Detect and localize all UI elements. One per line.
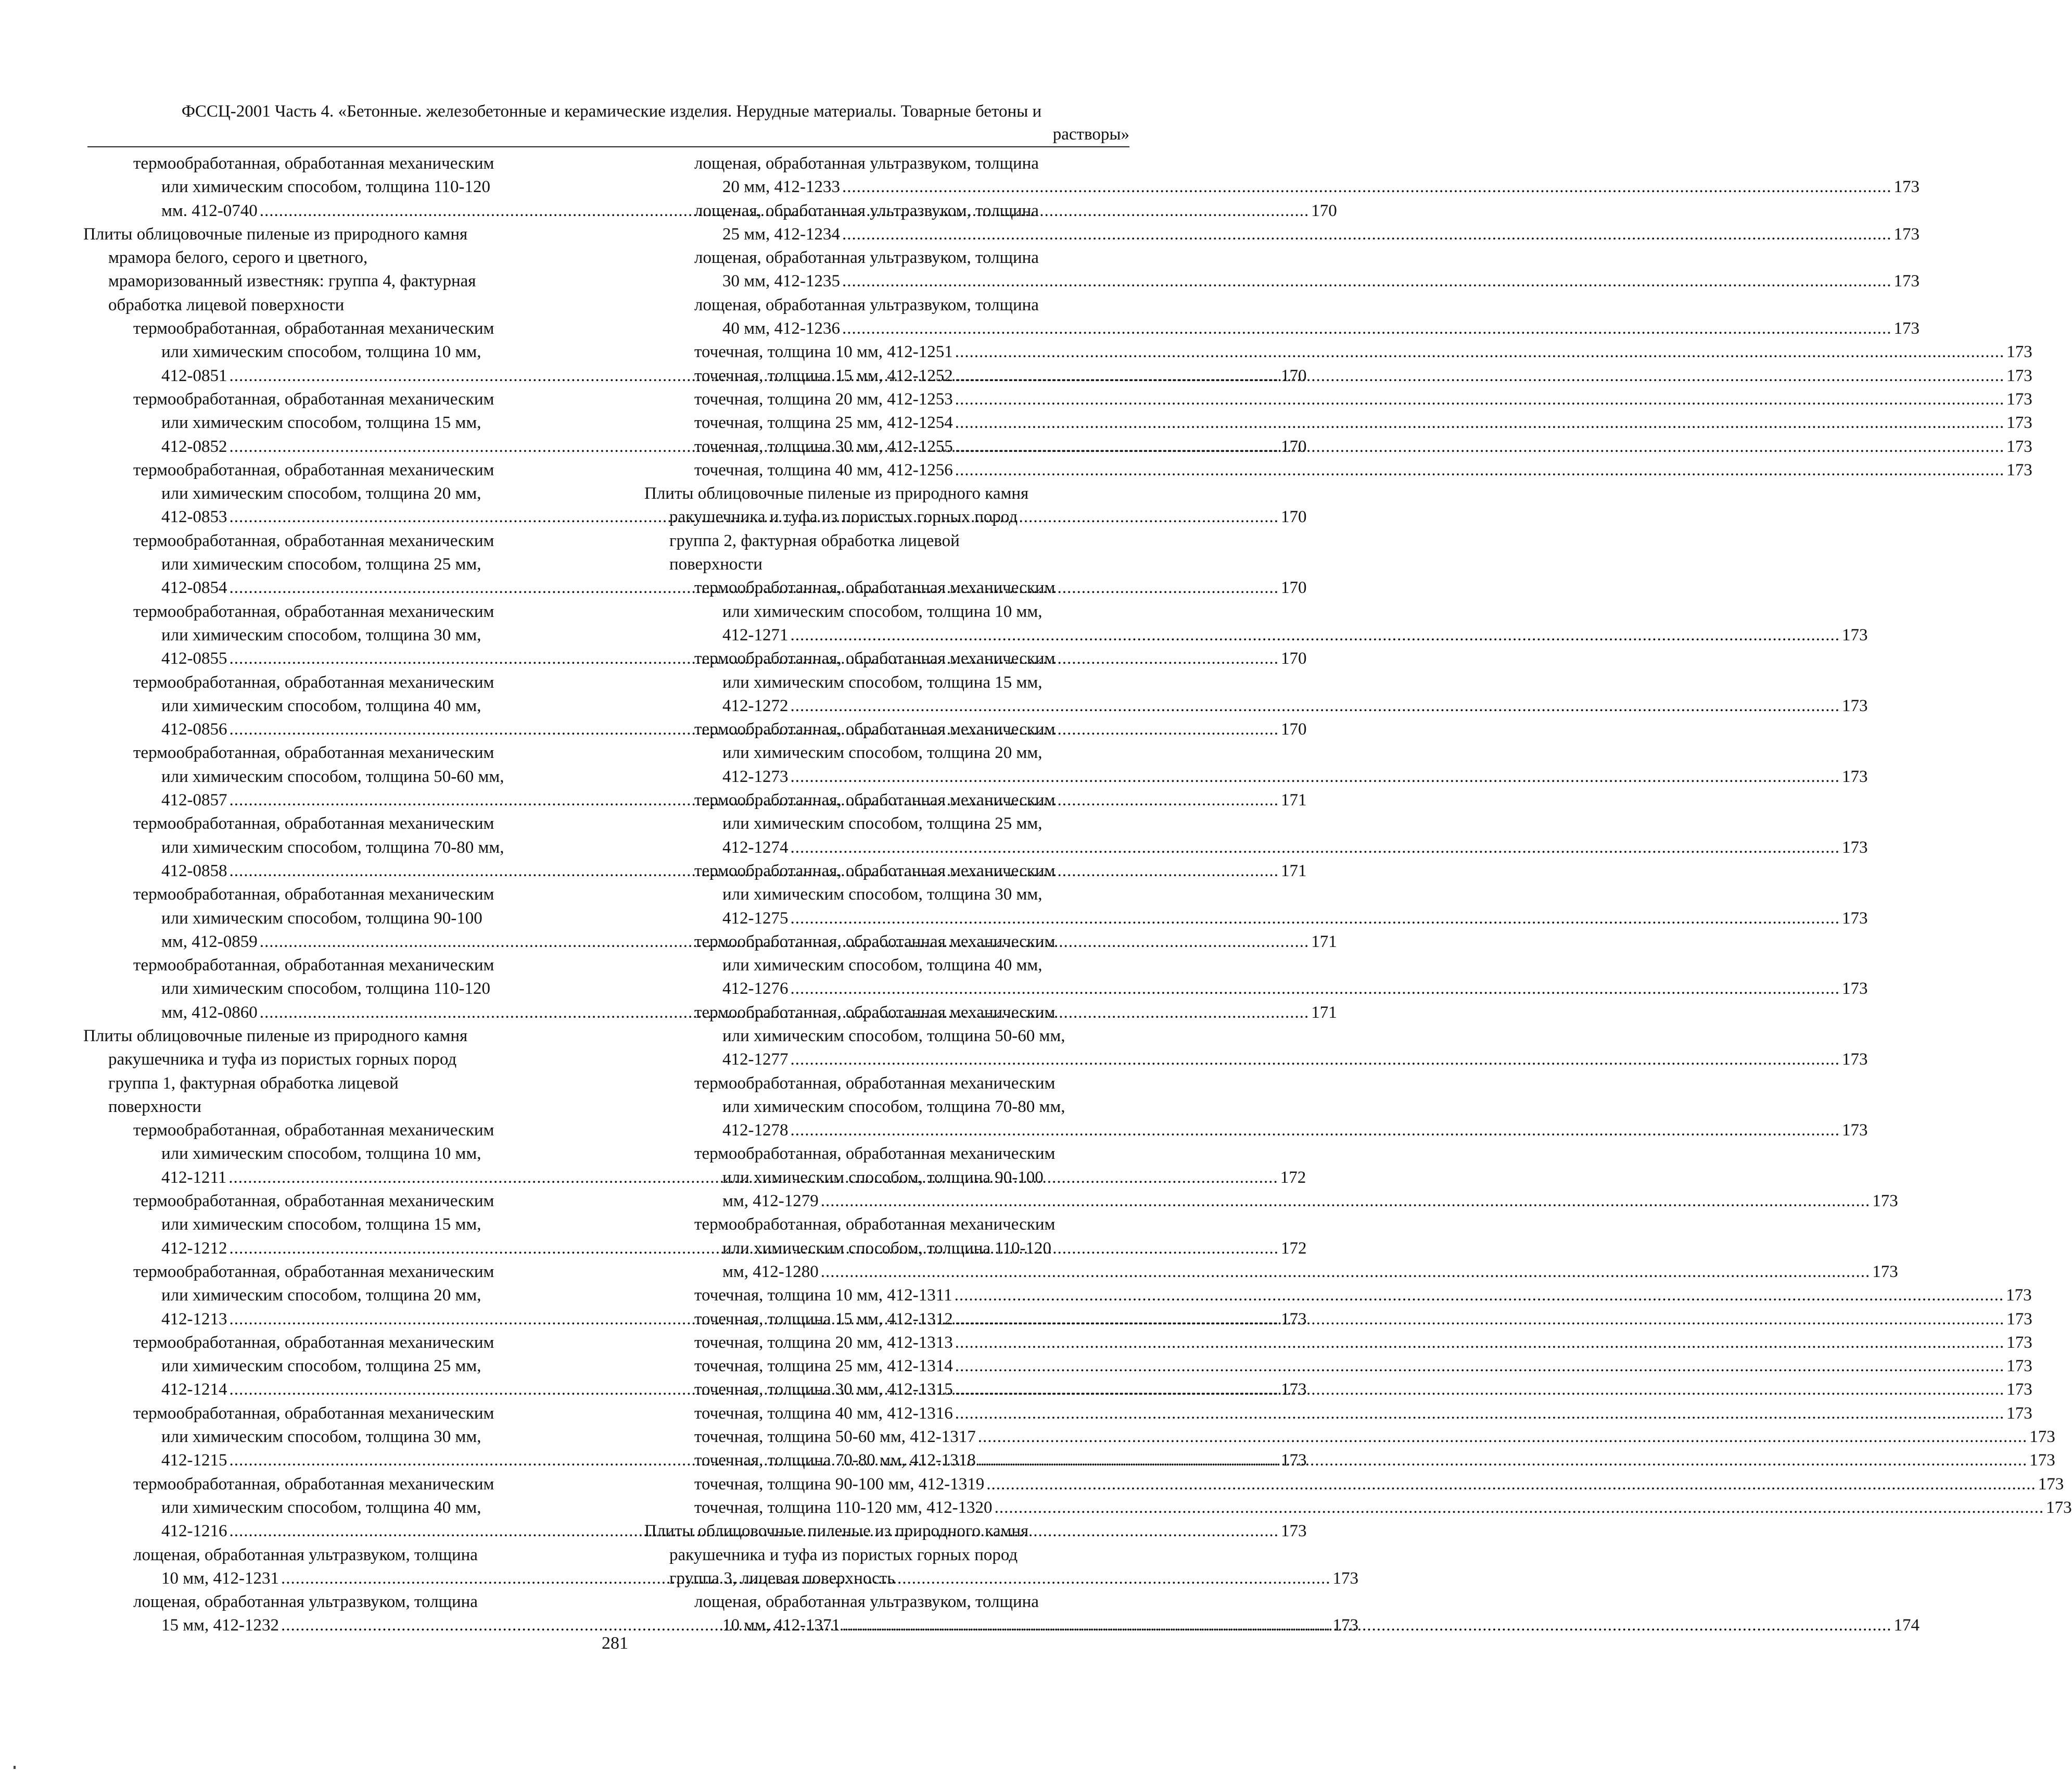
- entry-code: 412-0851: [161, 366, 227, 385]
- index-entry: [644, 1473, 2064, 1496]
- entry-page-ref: 173: [2006, 1380, 2032, 1399]
- entry-code-line: [644, 765, 1868, 789]
- entry-code: 412-1277: [722, 1050, 789, 1069]
- entry-page-ref: 173: [2006, 389, 2032, 409]
- entry-text-line: или химическим способом, толщина 50-60 мм,: [161, 767, 504, 786]
- entry-code: точечная, толщина 25 мм, 412-1254: [694, 413, 953, 433]
- entry-text-line: термообработанная, обработанная механическим: [133, 602, 494, 621]
- dot-leader: [955, 366, 2005, 385]
- index-entry: [644, 340, 2032, 364]
- index-entry: [644, 152, 1920, 199]
- dot-leader: [955, 390, 2005, 409]
- entry-page-ref: 173: [1332, 1569, 1359, 1588]
- entry-text-line: или химическим способом, толщина 40 мм,: [161, 696, 481, 715]
- header-rule: [87, 146, 1129, 147]
- scan-speck: [14, 1766, 16, 1769]
- entry-text-line: термообработанная, обработанная механическим: [694, 791, 1056, 810]
- entry-page-ref: 173: [1842, 625, 1868, 644]
- entry-page-ref: 173: [2006, 437, 2032, 456]
- entry-text-line: ракушечника и туфа из пористых горных пород: [108, 1050, 457, 1069]
- entry-code: 25 мм, 412-1234: [722, 224, 841, 244]
- entry-text-line: или химическим способом, толщина 30 мм,: [161, 625, 481, 644]
- entry-code-line: [644, 1260, 1898, 1284]
- entry-text-line: термообработанная, обработанная механическим: [133, 531, 494, 550]
- entry-page-ref: 173: [2006, 1286, 2032, 1305]
- entry-text-line: группа 1, фактурная обработка лицевой: [108, 1073, 399, 1093]
- entry-page-ref: 173: [1281, 1309, 1307, 1329]
- entry-text-line: группа 3, лицевая поверхность: [669, 1569, 895, 1588]
- entry-page-ref: 173: [2029, 1451, 2055, 1470]
- entry-code: точечная, толщина 20 мм, 412-1253: [694, 389, 953, 409]
- entry-page-ref: 173: [1842, 838, 1868, 857]
- entry-text-line: или химическим способом, толщина 110-120: [722, 1238, 1052, 1258]
- entry-code: точечная, толщина 15 мм, 412-1312: [694, 1309, 953, 1329]
- index-entry: [644, 459, 2032, 482]
- entry-text-line: Плиты облицовочные пиленые из природного камня: [83, 1026, 468, 1045]
- entry-code: 412-1273: [722, 767, 789, 786]
- dot-leader: [955, 1286, 2004, 1305]
- entry-text-line: термообработанная, обработанная механическим: [694, 1144, 1056, 1164]
- entry-code-line: [644, 1425, 2055, 1449]
- entry-text-line: или химическим способом, толщина 10 мм,: [722, 602, 1043, 621]
- entry-text-line: термообработанная, обработанная механическим: [133, 1121, 494, 1140]
- entry-page-ref: 173: [1872, 1192, 1898, 1211]
- entry-code: точечная, толщина 10 мм, 412-1311: [694, 1286, 952, 1305]
- entry-page-ref: 173: [1842, 1050, 1868, 1069]
- index-entry: [644, 1425, 2055, 1449]
- entry-text-line: лощеная, обработанная ультразвуком, толщина: [694, 154, 1039, 173]
- entry-text-line: группа 2, фактурная обработка лицевой: [669, 531, 960, 550]
- index-entry: [644, 1284, 2032, 1307]
- entry-text-line: или химическим способом, толщина 110-120: [161, 178, 491, 197]
- entry-page-ref: 173: [1842, 979, 1868, 998]
- entry-page-ref: 173: [1893, 178, 1920, 197]
- dot-leader: [821, 1262, 1871, 1281]
- entry-text-line: или химическим способом, толщина 15 мм,: [722, 673, 1043, 692]
- entry-page-ref: 173: [1281, 1522, 1307, 1541]
- entry-text-line: термообработанная, обработанная механическим: [133, 460, 494, 479]
- entry-text-line: термообработанная, обработанная механическим: [133, 743, 494, 763]
- entry-text-line: термообработанная, обработанная механическим: [694, 932, 1056, 951]
- index-entry: [644, 1449, 2055, 1472]
- entry-text-line: или химическим способом, толщина 15 мм,: [161, 413, 481, 433]
- index-entry: [644, 1402, 2032, 1425]
- entry-text-line: термообработанная, обработанная механическим: [133, 956, 494, 975]
- entry-page-ref: 173: [2006, 1403, 2032, 1423]
- header-line-1: ФССЦ-2001 Часть 4. «Бетонные. железобетонные и керамические изделия. Нерудные материалы. Товарные бетоны и: [181, 102, 1042, 121]
- entry-text-line: лощеная, обработанная ультразвуком, толщина: [133, 1545, 478, 1564]
- entry-code: 412-0858: [161, 861, 227, 880]
- entry-page-ref: 170: [1281, 366, 1307, 385]
- entry-text-line: ракушечника и туфа из пористых горных пород: [669, 1545, 1018, 1564]
- entry-text-line: лощеная, обработанная ультразвуком, толщина: [694, 248, 1039, 268]
- entry-text-line: термообработанная, обработанная механическим: [133, 673, 494, 692]
- entry-page-ref: 173: [1872, 1262, 1898, 1281]
- entry-code-line: [644, 694, 1868, 718]
- dot-leader: [842, 225, 1892, 244]
- dot-leader: [955, 1404, 2005, 1423]
- entry-page-ref: 173: [2006, 1357, 2032, 1376]
- entry-text-line: или химическим способом, толщина 15 мм,: [161, 1215, 481, 1234]
- entry-text-line: или химическим способом, толщина 25 мм,: [161, 555, 481, 574]
- entry-code: 30 мм, 412-1235: [722, 272, 841, 291]
- entry-code: 40 мм, 412-1236: [722, 319, 841, 338]
- entry-page-ref: 173: [2006, 413, 2032, 433]
- entry-code-line: [644, 175, 1920, 199]
- entry-code: 412-1278: [722, 1121, 789, 1140]
- entry-code-line: [644, 1048, 1868, 1071]
- entry-text-line: или химическим способом, толщина 70-80 мм,: [161, 838, 504, 857]
- entry-code: 412-1213: [161, 1309, 227, 1329]
- entry-text-line: Плиты облицовочные пиленые из природного камня: [83, 224, 468, 244]
- entry-code: 412-1211: [161, 1168, 227, 1187]
- entry-code: точечная, толщина 50-60 мм, 412-1317: [694, 1427, 976, 1447]
- entry-text-line: термообработанная, обработанная механическим: [133, 389, 494, 409]
- index-entry: [644, 246, 1920, 294]
- entry-page-ref: 173: [1893, 319, 1920, 338]
- entry-code-line: [644, 1378, 2032, 1401]
- entry-code: мм, 412-1280: [722, 1262, 819, 1281]
- entry-page-ref: 173: [2006, 343, 2032, 362]
- dot-leader: [986, 1475, 2036, 1494]
- entry-code-line: [644, 317, 1920, 340]
- entry-page-ref: 173: [1332, 1616, 1359, 1635]
- entry-page-ref: 173: [1842, 1121, 1868, 1140]
- entry-text-line: термообработанная, обработанная механическим: [133, 1403, 494, 1423]
- entry-text-line: термообработанная, обработанная механическим: [133, 814, 494, 833]
- index-entry: [644, 1308, 2032, 1331]
- entry-text-line: или химическим способом, толщина 30 мм,: [722, 885, 1043, 904]
- entry-text-line: термообработанная, обработанная механическим: [133, 154, 494, 173]
- entry-code: точечная, толщина 70-80 мм, 412-1318: [694, 1451, 976, 1470]
- entry-text-line: лощеная, обработанная ультразвуком, толщина: [133, 1592, 478, 1612]
- entry-text-line: поверхности: [669, 555, 762, 574]
- entry-code-line: [644, 1190, 1898, 1213]
- entry-text-line: поверхности: [108, 1097, 201, 1116]
- entry-text-line: или химическим способом, толщина 90-100: [722, 1168, 1044, 1187]
- entry-code: 10 мм, 412-1371: [722, 1616, 841, 1635]
- entry-text-line: или химическим способом, толщина 90-100: [161, 908, 482, 928]
- index-entry: [644, 1378, 2032, 1401]
- index-entry: [644, 1072, 1868, 1143]
- dot-leader: [955, 1380, 2005, 1399]
- entry-page-ref: 173: [2006, 366, 2032, 385]
- entry-text-line: или химическим способом, толщина 20 мм,: [161, 484, 481, 503]
- dot-leader: [842, 272, 1892, 290]
- entry-page-ref: 173: [2006, 460, 2032, 479]
- index-group-heading: [83, 223, 573, 317]
- entry-code-line: [644, 1355, 2032, 1378]
- entry-page-ref: 173: [1893, 224, 1920, 244]
- dot-leader: [955, 343, 2005, 361]
- entry-text-line: или химическим способом, толщина 20 мм,: [722, 743, 1043, 763]
- index-entry: [644, 1331, 2032, 1355]
- entry-text-line: ракушечника и туфа из пористых горных пород: [669, 508, 1018, 527]
- entry-page-ref: 170: [1281, 508, 1307, 527]
- entry-code-line: [644, 1119, 1868, 1142]
- index-entry: [644, 1496, 2072, 1520]
- dot-leader: [791, 979, 1840, 998]
- entry-page-ref: 170: [1281, 437, 1307, 456]
- entry-text-line: или химическим способом, толщина 25 мм,: [722, 814, 1043, 833]
- entry-text-line: Плиты облицовочные пиленые из природного камня: [644, 484, 1029, 503]
- entry-code: точечная, толщина 90-100 мм, 412-1319: [694, 1474, 985, 1494]
- entry-code: 412-1271: [722, 625, 789, 644]
- dot-leader: [791, 697, 1840, 715]
- dot-leader: [955, 1310, 2005, 1329]
- entry-code-line: [644, 223, 1920, 246]
- entry-page-ref: 173: [1842, 908, 1868, 928]
- dot-leader: [955, 1357, 2005, 1375]
- entry-code-line: [644, 1308, 2032, 1331]
- entry-text-line: или химическим способом, толщина 40 мм,: [722, 956, 1043, 975]
- entry-code: точечная, толщина 25 мм, 412-1314: [694, 1357, 953, 1376]
- entry-code: 412-0853: [161, 508, 227, 527]
- entry-code: точечная, толщина 30 мм, 412-1255: [694, 437, 953, 456]
- dot-leader: [791, 626, 1840, 644]
- dot-leader: [791, 767, 1840, 786]
- entry-code: точечная, толщина 110-120 мм, 412-1320: [694, 1498, 993, 1517]
- entry-text-line: термообработанная, обработанная механическим: [694, 578, 1056, 598]
- entry-text-line: термообработанная, обработанная механическим: [694, 861, 1056, 880]
- entry-text-line: термообработанная, обработанная механическим: [133, 1192, 494, 1211]
- entry-code-line: [644, 1449, 2055, 1472]
- dot-leader: [842, 1616, 1892, 1635]
- entry-page-ref: 173: [1842, 696, 1868, 715]
- index-entry: [644, 388, 2032, 411]
- entry-code: мм. 412-0740: [161, 201, 258, 220]
- index-group-heading: [644, 1520, 1128, 1590]
- entry-text-line: или химическим способом, толщина 110-120: [161, 979, 491, 998]
- entry-text-line: термообработанная, обработанная механическим: [133, 885, 494, 904]
- entry-page-ref: 173: [2038, 1474, 2064, 1494]
- entry-page-ref: 171: [1281, 861, 1307, 880]
- dot-leader: [995, 1498, 2044, 1517]
- entry-code-line: [644, 411, 2032, 435]
- entry-page-ref: 173: [1281, 1380, 1307, 1399]
- entry-text-line: Плиты облицовочные пиленые из природного камня: [644, 1522, 1029, 1541]
- entry-code: точечная, толщина 40 мм, 412-1316: [694, 1403, 953, 1423]
- entry-code-line: [644, 624, 1868, 647]
- entry-text-line: термообработанная, обработанная механическим: [133, 1262, 494, 1281]
- entry-page-ref: 173: [1281, 1451, 1307, 1470]
- entry-code-line: [644, 1402, 2032, 1425]
- index-group-heading: [644, 482, 1128, 576]
- index-group-heading: [83, 1025, 573, 1119]
- page-header: [94, 100, 1129, 146]
- entry-text-line: термообработанная, обработанная механическим: [694, 1215, 1056, 1234]
- entry-page-ref: 170: [1311, 201, 1337, 220]
- entry-text-line: или химическим способом, толщина 25 мм,: [161, 1357, 481, 1376]
- entry-code-line: [644, 388, 2032, 411]
- dot-leader: [791, 909, 1840, 928]
- entry-text-line: или химическим способом, толщина 30 мм,: [161, 1427, 481, 1447]
- entry-code-line: [644, 340, 2032, 364]
- entry-code: 412-1212: [161, 1238, 227, 1258]
- entry-text-line: термообработанная, обработанная механическим: [694, 1003, 1056, 1022]
- entry-code: 412-1216: [161, 1522, 227, 1541]
- entry-code-line: [644, 836, 1868, 859]
- entry-page-ref: 170: [1281, 578, 1307, 598]
- entry-page-ref: 173: [2006, 1309, 2032, 1329]
- entry-code: 412-1272: [722, 696, 789, 715]
- entry-page-ref: 170: [1281, 720, 1307, 739]
- entry-code-line: [644, 1496, 2072, 1520]
- entry-text-line: лощеная, обработанная ультразвуком, толщина: [694, 1592, 1039, 1612]
- entry-text-line: термообработанная, обработанная механическим: [694, 649, 1056, 668]
- entry-code-line: [644, 1331, 2032, 1355]
- entry-code: точечная, толщина 15 мм, 412-1252: [694, 366, 953, 385]
- entry-page-ref: 173: [2006, 1333, 2032, 1352]
- dot-leader: [955, 461, 2005, 479]
- entry-code: 412-1276: [722, 979, 789, 998]
- entry-page-ref: 173: [2029, 1427, 2055, 1447]
- entry-code: 412-1215: [161, 1451, 227, 1470]
- index-entry: [644, 1355, 2032, 1378]
- dot-leader: [955, 413, 2005, 432]
- entry-page-ref: 171: [1311, 932, 1337, 951]
- entry-page-ref: 170: [1281, 649, 1307, 668]
- entry-text-line: термообработанная, обработанная механическим: [694, 720, 1056, 739]
- entry-code: 412-0855: [161, 649, 227, 668]
- page-number: 281: [602, 1634, 628, 1653]
- entry-code: точечная, толщина 10 мм, 412-1251: [694, 343, 953, 362]
- entry-code: 412-1275: [722, 908, 789, 928]
- header-line-2: растворы»: [1052, 125, 1129, 144]
- entry-code: мм, 412-0860: [161, 1003, 258, 1022]
- entry-text-line: или химическим способом, толщина 20 мм,: [161, 1286, 481, 1305]
- dot-leader: [791, 1121, 1840, 1140]
- entry-text-line: термообработанная, обработанная механическим: [133, 1333, 494, 1352]
- entry-text-line: или химическим способом, толщина 50-60 мм,: [722, 1026, 1065, 1045]
- entry-text-line: термообработанная, обработанная механическим: [694, 1073, 1056, 1093]
- dot-leader: [955, 1333, 2005, 1352]
- entry-page-ref: 173: [1893, 272, 1920, 291]
- entry-text-line: или химическим способом, толщина 10 мм,: [161, 1144, 481, 1164]
- entry-text-line: термообработанная, обработанная механическим: [133, 1474, 494, 1494]
- entry-code: точечная, толщина 30 мм, 412-1315: [694, 1380, 953, 1399]
- entry-text-line: или химическим способом, толщина 40 мм,: [161, 1498, 481, 1517]
- dot-leader: [821, 1192, 1871, 1210]
- entry-page-ref: 171: [1281, 791, 1307, 810]
- entry-text-line: мраморизованный известняк: группа 4, фактурная: [108, 272, 476, 291]
- entry-code: 412-0856: [161, 720, 227, 739]
- entry-code-line: [644, 907, 1868, 930]
- entry-code-line: [644, 459, 2032, 482]
- entry-code-line: [644, 1473, 2064, 1496]
- entry-code: мм, 412-0859: [161, 932, 258, 951]
- entry-text-line: термообработанная, обработанная механическим: [133, 319, 494, 338]
- entry-page-ref: 171: [1311, 1003, 1337, 1022]
- entry-page-ref: 173: [2046, 1498, 2072, 1517]
- entry-code: 20 мм, 412-1233: [722, 178, 841, 197]
- entry-page-ref: 172: [1280, 1168, 1306, 1187]
- entry-code-line: [644, 1284, 2032, 1307]
- dot-leader: [842, 178, 1892, 196]
- entry-text-line: или химическим способом, толщина 10 мм,: [161, 343, 481, 362]
- entry-page-ref: 174: [1893, 1616, 1920, 1635]
- entry-text-line: мрамора белого, серого и цветного,: [108, 248, 368, 268]
- entry-code: 412-1214: [161, 1380, 227, 1399]
- entry-code: 412-1274: [722, 838, 789, 857]
- entry-code: 10 мм, 412-1231: [161, 1569, 279, 1588]
- dot-leader: [791, 1050, 1840, 1069]
- entry-text-line: лощеная, обработанная ультразвуком, толщина: [694, 201, 1039, 220]
- entry-text-line: или химическим способом, толщина 70-80 мм,: [722, 1097, 1065, 1116]
- dot-leader: [791, 838, 1840, 857]
- index-entry: [644, 294, 1920, 341]
- entry-text-line: обработка лицевой поверхности: [108, 295, 345, 314]
- entry-code: точечная, толщина 40 мм, 412-1256: [694, 460, 953, 479]
- entry-page-ref: 172: [1281, 1238, 1307, 1258]
- entry-code: 412-0854: [161, 578, 227, 598]
- index-entry: [644, 411, 2032, 435]
- dot-leader: [842, 319, 1892, 338]
- entry-code: 412-0852: [161, 437, 227, 456]
- entry-code: точечная, толщина 20 мм, 412-1313: [694, 1333, 953, 1352]
- entry-code-line: [644, 977, 1868, 1001]
- entry-page-ref: 173: [1842, 767, 1868, 786]
- dot-leader: [978, 1451, 2028, 1470]
- entry-code: 412-0857: [161, 791, 227, 810]
- entry-text-line: лощеная, обработанная ультразвуком, толщина: [694, 295, 1039, 314]
- entry-code-line: [644, 270, 1920, 293]
- entry-code: мм, 412-1279: [722, 1192, 819, 1211]
- dot-leader: [955, 437, 2005, 456]
- dot-leader: [978, 1427, 2028, 1446]
- entry-code: 15 мм, 412-1232: [161, 1616, 279, 1635]
